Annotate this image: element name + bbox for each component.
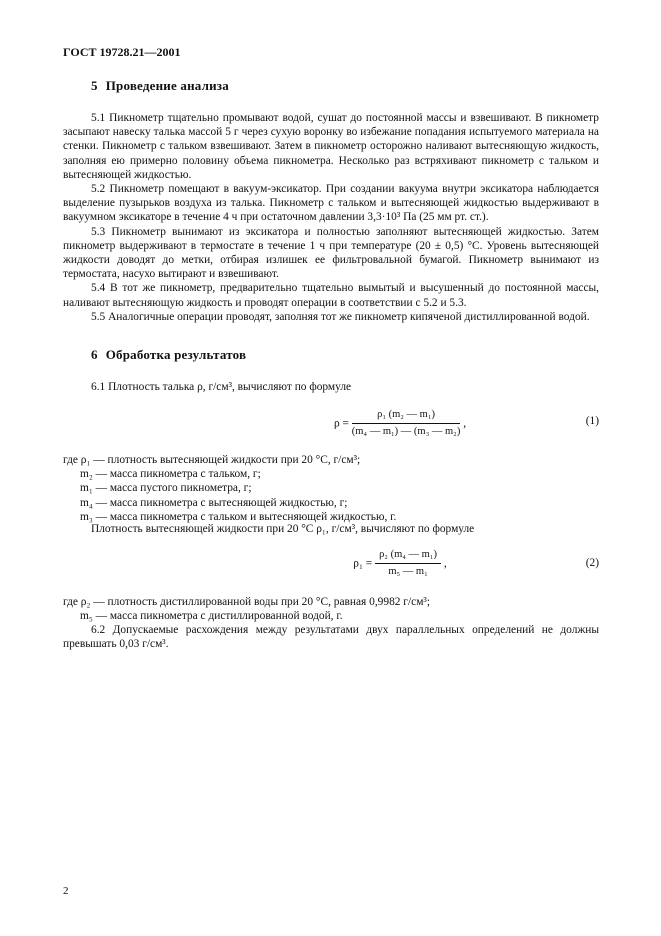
legend-item: где ρ₁ — плотность вытесняющей жидкости при 20 °С, г/см³; <box>63 454 361 466</box>
section-title: Проведение анализа <box>105 78 229 93</box>
formula-lhs: ρ = <box>333 417 349 430</box>
formula-denominator: (m₄ — m₁) — (m₃ — m₂) <box>351 426 461 438</box>
page-number: 2 <box>63 885 69 897</box>
formula-numerator: ρ₁ (m₂ — m₁) <box>352 408 461 424</box>
document-header: ГОСТ 19728.21—2001 <box>63 45 181 59</box>
paragraph-5-2: 5.2 Пикнометр помещают в вакуум-эксикатор. При создании вакуума внутри эксикатора наблюдается выделение пузырьков воздуха из талька. Пикнометр с тальком и вытесняющей жидкостью выдерживают в вакуумном эксикаторе в течение 4 ч при остаточном давлении 3,3·10³ Па (25 мм рт. ст.). <box>63 183 599 224</box>
paragraph-6-2: 6.2 Допускаемые расхождения между результатами двух параллельных определений не должны превышать 0,03 г/см³. <box>63 624 599 651</box>
paragraph-density: Плотность вытесняющей жидкости при 20 °С ρ₁, г/см³, вычисляют по формуле <box>91 523 475 535</box>
formula-2-number: (2) <box>585 557 599 569</box>
paragraph-6-1-wrap <box>63 380 599 394</box>
formula-fraction <box>352 408 461 439</box>
formula-2 <box>260 548 540 579</box>
section-6-heading <box>91 348 246 362</box>
formula-1-number: (1) <box>585 415 599 427</box>
paragraph-6-2-wrap <box>63 623 599 651</box>
paragraph-density-wrap <box>63 522 599 536</box>
section-5-body <box>63 111 599 324</box>
section-title: Обработка результатов <box>105 347 247 362</box>
legend-item: m₅ — масса пикнометра с дистиллированной водой, г. <box>80 610 343 623</box>
formula-tail: , <box>443 557 447 570</box>
legend-item: m₃ — масса пикнометра с тальком и вытесняющей жидкостью, г. <box>80 510 397 523</box>
section-5-heading <box>91 79 229 93</box>
paragraph-6-1: 6.1 Плотность талька ρ, г/см³, вычисляют по формуле <box>91 381 352 393</box>
section-number: 6 <box>91 347 98 362</box>
legend-item: m₂ — масса пикнометра с тальком, г; <box>80 468 261 481</box>
paragraph-5-4: 5.4 В тот же пикнометр, предварительно тщательно вымытый и высушенный до постоянной массы, наливают вытесняющую жидкость и проводят операции в соответствии с 5.2 и 5.3. <box>63 282 599 309</box>
legend-item: m₁ — масса пустого пикнометра, г; <box>80 482 252 495</box>
paragraph-5-1: 5.1 Пикнометр тщательно промывают водой, сушат до постоянной массы и взвешивают. В пикнометр засыпают навеску талька массой 5 г через сухую воронку во избежание попадания испытуемого материала на стенки. Пикнометр с тальком взвешивают. Затем в пикнометр осторожно наливают вытесняющую жидкость, заполняя ею примерно половину объема пикнометра. Несколько раз встряхивают пикнометр с тальком и вытесняющей жидкостью. <box>63 112 599 181</box>
formula-1-legend <box>63 453 599 524</box>
formula-denominator: m₅ — m₁ <box>388 566 428 578</box>
formula-fraction <box>375 548 441 579</box>
section-number: 5 <box>91 78 98 93</box>
formula-2-legend <box>63 595 599 623</box>
paragraph-5-5: 5.5 Аналогичные операции проводят, заполняя тот же пикнометр кипяченой дистиллированной водой. <box>91 310 590 323</box>
paragraph-5-3: 5.3 Пикнометр вынимают из эксикатора и полностью заполняют вытесняющей жидкостью. Затем пикнометр выдерживают в термостате в течение 1 ч при температуре (20 ± 0,5) °С. Уровень вытесняющей жидкости доводят до метки, отбирая излишек ее фильтровальной бумагой. Пикнометр вынимают из термостата, насухо вытирают и взвешивают. <box>63 225 599 281</box>
formula-1 <box>260 408 540 439</box>
formula-lhs: ρ₁ = <box>353 557 373 570</box>
formula-tail: , <box>463 417 467 430</box>
legend-item: m₄ — масса пикнометра с вытесняющей жидкостью, г; <box>80 496 348 509</box>
legend-item: где ρ₂ — плотность дистиллированной воды при 20 °С, равная 0,9982 г/см³; <box>63 596 430 608</box>
formula-numerator: ρ₂ (m₄ — m₁) <box>375 548 441 564</box>
